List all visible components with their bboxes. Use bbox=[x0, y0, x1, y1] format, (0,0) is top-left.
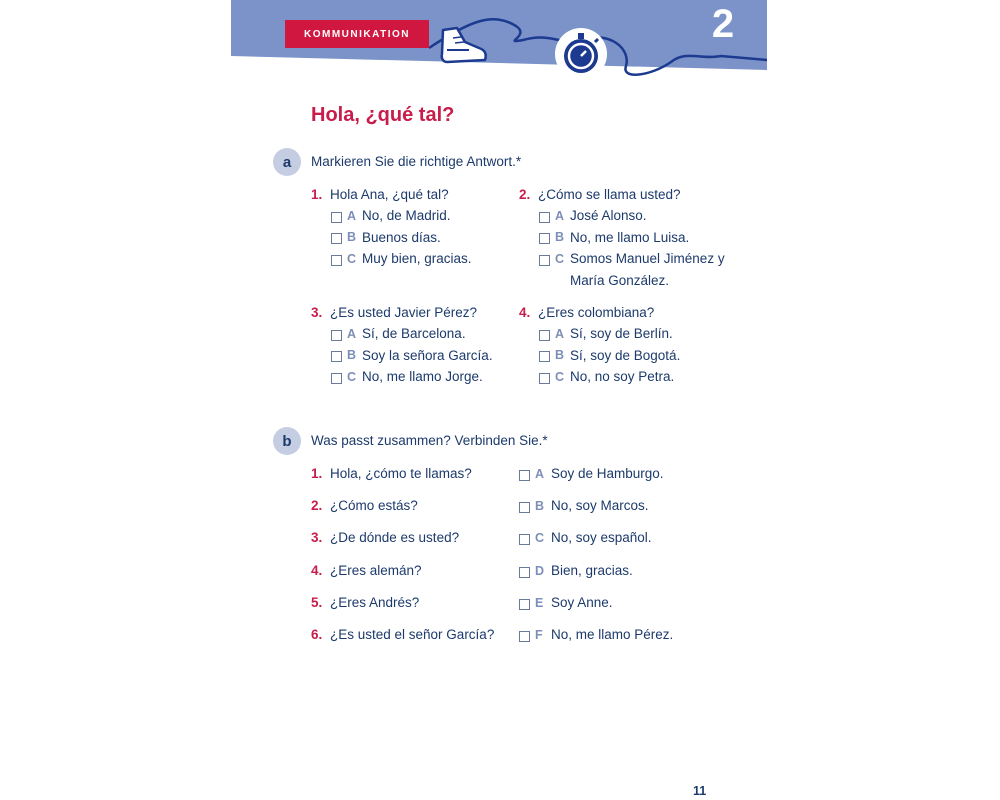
answer-letter: B bbox=[535, 499, 545, 513]
question-number: 4. bbox=[311, 563, 323, 578]
chapter-number: 2 bbox=[711, 2, 735, 46]
running-shoe-icon bbox=[439, 24, 489, 66]
checkbox[interactable] bbox=[539, 212, 550, 223]
question-text: Hola Ana, ¿qué tal? bbox=[330, 187, 449, 202]
stopwatch-icon bbox=[549, 22, 613, 80]
exercise-a-badge: a bbox=[273, 148, 301, 176]
question-text: ¿Eres colombiana? bbox=[538, 305, 655, 320]
option-text: Sí, soy de Bogotá. bbox=[570, 348, 681, 363]
checkbox[interactable] bbox=[331, 330, 342, 341]
answer-text: No, me llamo Pérez. bbox=[551, 627, 674, 642]
checkbox[interactable] bbox=[331, 351, 342, 362]
question-text: ¿Es usted Javier Pérez? bbox=[330, 305, 478, 320]
checkbox[interactable] bbox=[519, 470, 530, 481]
question-text: ¿Cómo estás? bbox=[330, 498, 418, 513]
option-letter: B bbox=[347, 230, 357, 244]
answer-text: No, soy Marcos. bbox=[551, 498, 649, 513]
option-text: No, me llamo Jorge. bbox=[362, 369, 483, 384]
exercise-a-instruction: Markieren Sie die richtige Antwort.* bbox=[311, 154, 522, 169]
question-text: ¿Es usted el señor García? bbox=[330, 627, 495, 642]
option-text: Somos Manuel Jiménez y bbox=[570, 251, 725, 266]
option-letter: C bbox=[555, 252, 565, 266]
page-title: Hola, ¿qué tal? bbox=[311, 104, 455, 126]
checkbox[interactable] bbox=[519, 502, 530, 513]
checkbox[interactable] bbox=[539, 330, 550, 341]
option-text: Soy la señora García. bbox=[362, 348, 493, 363]
question-text: Hola, ¿cómo te llamas? bbox=[330, 466, 472, 481]
question-number: 2. bbox=[519, 187, 531, 202]
page-number: 11 bbox=[693, 784, 707, 798]
option-text: Sí, soy de Berlín. bbox=[570, 326, 673, 341]
option-letter: A bbox=[347, 209, 357, 223]
question-number: 3. bbox=[311, 305, 323, 320]
question-number: 4. bbox=[519, 305, 531, 320]
question-text: ¿De dónde es usted? bbox=[330, 530, 460, 545]
checkbox[interactable] bbox=[331, 212, 342, 223]
option-letter: A bbox=[555, 327, 565, 341]
answer-letter: D bbox=[535, 564, 545, 578]
question-text: ¿Cómo se llama usted? bbox=[538, 187, 681, 202]
answer-letter: C bbox=[535, 531, 545, 545]
question-text: ¿Eres alemán? bbox=[330, 563, 422, 578]
checkbox[interactable] bbox=[539, 255, 550, 266]
section-tag: KOMMUNIKATION bbox=[285, 20, 429, 48]
question-number: 6. bbox=[311, 627, 323, 642]
option-letter: A bbox=[555, 209, 565, 223]
question-number: 2. bbox=[311, 498, 323, 513]
exercise-b-instruction: Was passt zusammen? Verbinden Sie.* bbox=[311, 433, 548, 448]
checkbox[interactable] bbox=[331, 255, 342, 266]
checkbox[interactable] bbox=[519, 631, 530, 642]
answer-letter: E bbox=[535, 596, 544, 610]
checkbox[interactable] bbox=[331, 373, 342, 384]
checkbox[interactable] bbox=[519, 599, 530, 610]
question-number: 5. bbox=[311, 595, 323, 610]
question-number: 3. bbox=[311, 530, 323, 545]
option-text: No, de Madrid. bbox=[362, 208, 451, 223]
option-text: Muy bien, gracias. bbox=[362, 251, 472, 266]
option-letter: C bbox=[347, 252, 357, 266]
option-text: No, me llamo Luisa. bbox=[570, 230, 690, 245]
option-letter: C bbox=[347, 370, 357, 384]
question-text: ¿Eres Andrés? bbox=[330, 595, 420, 610]
answer-text: Soy de Hamburgo. bbox=[551, 466, 664, 481]
answer-text: Bien, gracias. bbox=[551, 563, 633, 578]
option-letter: B bbox=[555, 348, 565, 362]
answer-letter: A bbox=[535, 467, 545, 481]
option-text: No, no soy Petra. bbox=[570, 369, 675, 384]
checkbox[interactable] bbox=[539, 233, 550, 244]
checkbox[interactable] bbox=[331, 233, 342, 244]
answer-text: Soy Anne. bbox=[551, 595, 613, 610]
option-letter: B bbox=[347, 348, 357, 362]
option-text: Sí, de Barcelona. bbox=[362, 326, 466, 341]
question-number: 1. bbox=[311, 187, 323, 202]
option-text: José Alonso. bbox=[570, 208, 647, 223]
option-letter: C bbox=[555, 370, 565, 384]
option-text-continued: María González. bbox=[570, 273, 670, 288]
option-letter: A bbox=[347, 327, 357, 341]
option-letter: B bbox=[555, 230, 565, 244]
answer-text: No, soy español. bbox=[551, 530, 652, 545]
checkbox[interactable] bbox=[519, 534, 530, 545]
workbook-page bbox=[231, 0, 767, 800]
option-text: Buenos días. bbox=[362, 230, 441, 245]
answer-letter: F bbox=[535, 628, 543, 642]
checkbox[interactable] bbox=[539, 351, 550, 362]
question-number: 1. bbox=[311, 466, 323, 481]
exercise-b-badge: b bbox=[273, 427, 301, 455]
checkbox[interactable] bbox=[539, 373, 550, 384]
checkbox[interactable] bbox=[519, 567, 530, 578]
